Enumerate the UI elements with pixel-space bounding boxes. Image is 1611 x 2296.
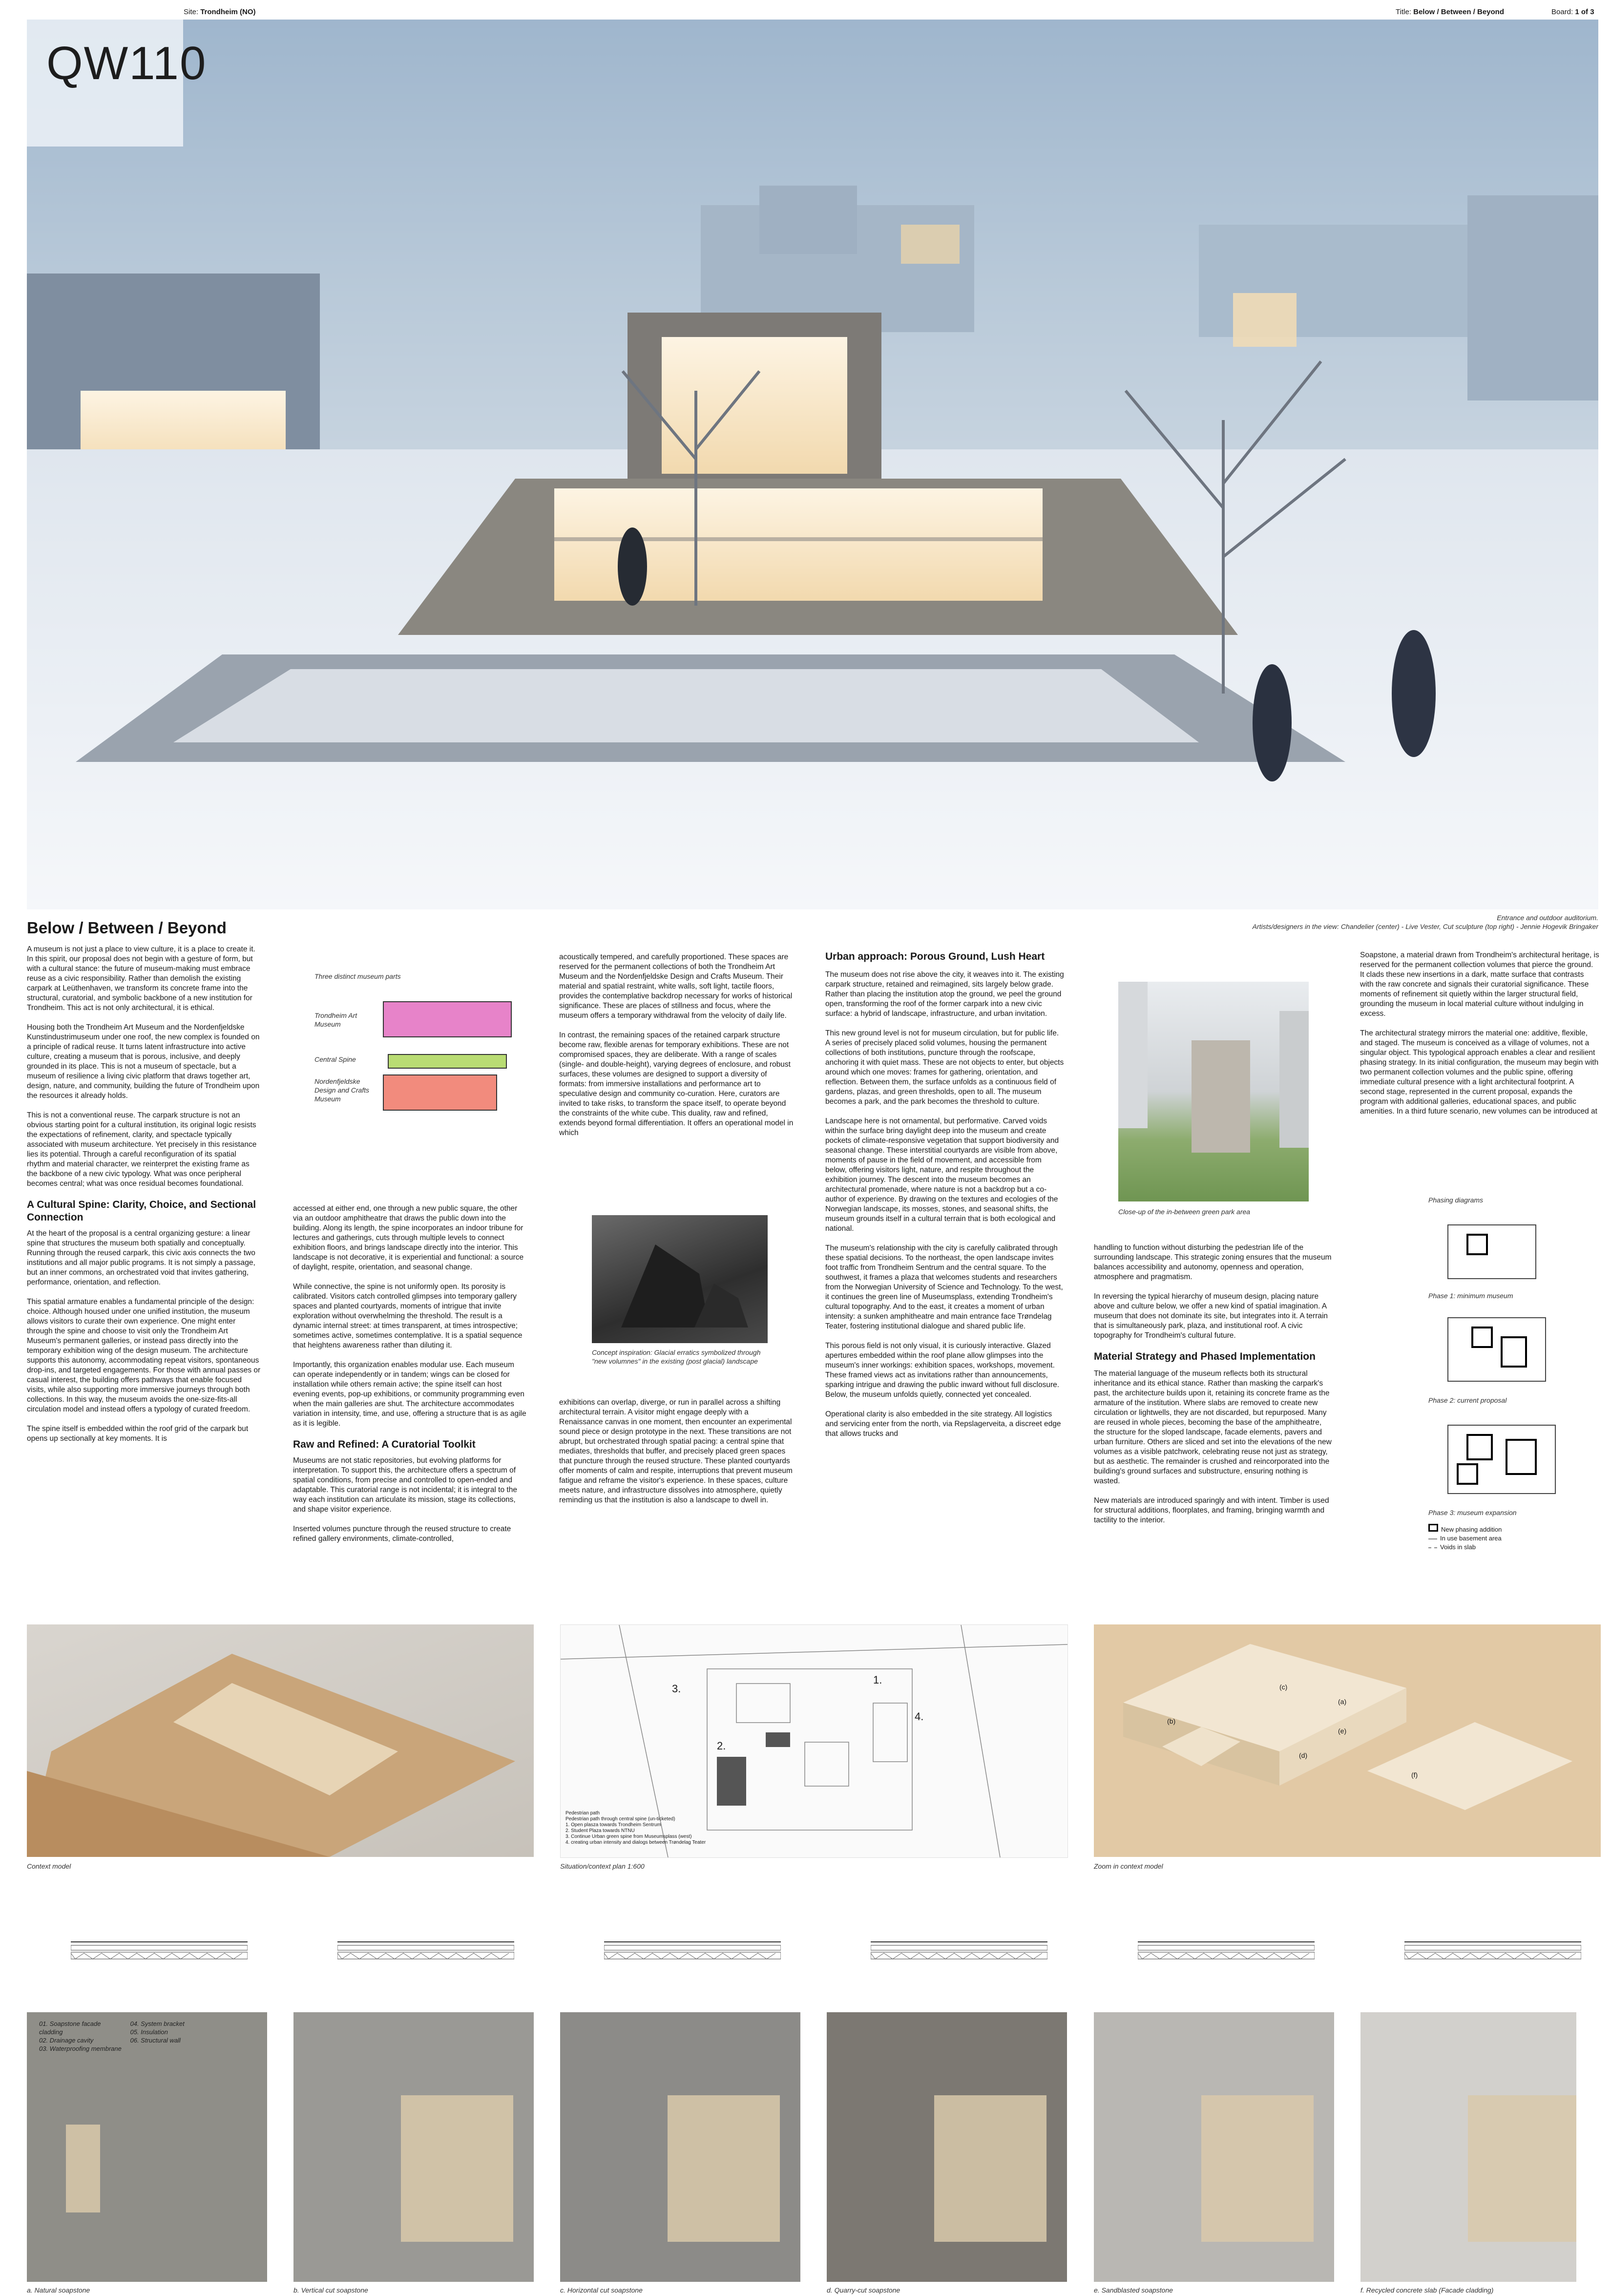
material-swatch (560, 2012, 800, 2282)
detail-legend (39, 2020, 215, 2053)
plan-legend-1: Pedestrian path (565, 1811, 600, 1816)
col1-p6: The spine itself is embedded within the roof grid of the carpark but opens up sectionally at key moments. It is (27, 1425, 249, 1443)
material-caption: a. Natural soapstone (27, 2286, 90, 2294)
detail-legend-item: 02. Drainage cavity (39, 2037, 94, 2044)
plan-number-1: 1. (873, 1674, 882, 1686)
col1-p2: Housing both the Trondheim Art Museum and the Nordenfjeldske Kunstindustrimuseum under one roof, the new complex is founded on a principle of radical reuse. It turns latent infrastructure into active culture, creating a museum that is porous, inclusive, and deeply grounded in its place. This is not a museum of spectacle, but a museum of resilience a living civic platform that draws together art, design, nature, and community, building the future of Trondheim upon the resources it already holds. (27, 1023, 260, 1100)
diagram-label-art-museum: Trondheim Art Museum (314, 1011, 357, 1028)
logo: QW110 (46, 37, 207, 89)
zoom-letter-f: (f) (1411, 1771, 1418, 1779)
detail-legend-item: 04. System bracket (130, 2020, 185, 2027)
glacial-erratics-photo (592, 1215, 768, 1343)
situation-plan-caption: Situation/context plan 1:600 (560, 1862, 645, 1870)
glacial-erratics-shape (592, 1215, 768, 1343)
legend-new-phasing: New phasing addition (1428, 1524, 1502, 1534)
plan-number-4: 4. (915, 1710, 924, 1723)
col2-p3: Importantly, this organization enables modular use. Each museum can operate independently or in tandem; wings can be closed for installation while others remain active; the spine itself can host evening events, pop-up exhibitions, or community programming even when the main galleries are shut. The architecture accommodates variation in intensity, time, and use, offering a structure that is as agile as it is legible. (293, 1361, 526, 1428)
wall-section-detail (1138, 1941, 1315, 1967)
green-park-caption: Close-up of the in-between green park area (1118, 1208, 1251, 1216)
material-caption: d. Quarry-cut soapstone (827, 2286, 900, 2294)
material-swatch (1360, 2012, 1576, 2282)
hero-caption-line2: Artists/designers in the view: Chandelier (center) - Live Vester, Cut sculpture (top right) - Jennie Hogevik Bringaker (1252, 923, 1598, 930)
col5-p2: In reversing the typical hierarchy of museum design, placing nature above and culture below, we offer a new kind of spatial imagination. A museum that does not dominate its site, but integrates into it. A terrain that is simultaneously park, plaza, and institutional roof. A civic topography for Trondheim's cultural future. (1094, 1292, 1328, 1340)
zoom-letter-d: (d) (1299, 1751, 1308, 1759)
diagram-label-spine: Central Spine (314, 1055, 356, 1063)
column-3b (559, 1398, 794, 1515)
col3-p2: In contrast, the remaining spaces of the retained carpark structure become raw, flexible arenas for temporary exhibitions. These are not compromised spaces, they are deliberate. With a range of scales (single- and double-height), varying degrees of enclosure, and robust surfaces, these volumes are designed to support a diversity of formats: from immersive installations and performance art to speculative design and community co-curation. Here, curators are invited to take risks, to transform the space itself, to operate beyond the constraints of the white cube. This duality, raw and refined, extends beyond formal differentiation. It offers an operational model in which (559, 1031, 794, 1137)
col4-p5: This porous field is not only visual, it is curiously interactive. Glazed apertures embedded within the roof plane allow glimpses into the museum's inner workings: exhibition spaces, workshops, movement. These framed views act as invitations rather than announcements, sparking intrigue and drawing the public inward without full disclosure. Below, the museum unfolds quietly, connected yet concealed. (825, 1342, 1060, 1399)
phase3-label: Phase 3: museum expansion (1428, 1509, 1517, 1517)
phasing-title: Phasing diagrams (1428, 1196, 1484, 1204)
column-1 (27, 918, 261, 1453)
zoom-letter-a: (a) (1338, 1698, 1347, 1706)
detail-legend-item: 06. Structural wall (130, 2037, 181, 2044)
material-opening (401, 2095, 513, 2242)
col1-p5: This spatial armature enables a fundamental principle of the design: choice. Although housed under one unified institution, the museum allows visitors to curate their own experience. One might enter through the spine and choose to visit only the Trondheim Art Museum's permanent galleries, or instead pass directly into the temporary exhibition wing of the design museum. The architecture supports this autonomy, accommodating repeat visitors, spontaneous drop-ins, and targeted engagements. For those with annual passes or casual interest, the building offers pathways that enable focused visits, while also supporting more immersive journeys through both collections. In this way, the museum avoids the one-size-fits-all circulation model and instead offers a typology of curated freedom. (27, 1298, 261, 1413)
wall-section-detail (337, 1941, 514, 1967)
phase3-diagram (1438, 1415, 1570, 1503)
col3-p3: exhibitions can overlap, diverge, or run in parallel across a shifting architectural terrain. A visitor might engage deeply with a Renaissance canvas in one moment, then encounter an experimental sound piece or design prototype in the next. These transitions are not abrupt, but orchestrated through spatial pacing: a central spine that mediates, thresholds that buffer, and precisely placed green spaces that puncture through the reused structure. These planted courtyards offer moments of calm and respite, interruptions that prevent museum fatigue and reframe the visitor's experience. In these spaces, culture meets nature, and infrastructure dissolves into atmosphere, quietly reminding us that the institution is also a landscape to dwell in. (559, 1398, 793, 1504)
diagram-label-design-museum: Nordenfjeldske Design and Crafts Museum (314, 1077, 370, 1103)
situation-plan (560, 1624, 1068, 1858)
col1-p1: A museum is not just a place to view culture, it is a place to create it. In this spirit, our proposal does not begin with a gesture of form, but with a cultural stance: the future of museum-making must embrace reuse as a civic responsibility. Rather than demolish the existing carpark at Leüthenhaven, we transform its concrete frame into the structural, curatorial, and symbolic backbone of a new institution for Trondheim. This act is not only architectural, it is ethical. (27, 945, 255, 1012)
col6-p1: Soapstone, a material drawn from Trondheim's architectural heritage, is reserved for the permanent collection volumes that pierce the ground. It clads these new insertions in a dark, matte surface that contrasts with the raw concrete and signals their curatorial significance. These moments of refinement sit quietly within the larger structural field, grounding the museum in local material culture without indulging in excess. (1360, 951, 1599, 1018)
detail-legend-item: 01. Soapstone facade cladding (39, 2020, 101, 2036)
material-opening (668, 2095, 780, 2242)
column-6 (1360, 950, 1599, 1126)
plan-legend-4: 2. Student Plaza towards NTNU (565, 1828, 635, 1833)
board-title: Below / Between / Beyond (27, 919, 227, 937)
hero-caption-line1: Entrance and outdoor auditorium. (1497, 914, 1598, 922)
art-museum-block (383, 1001, 512, 1037)
material-caption: c. Horizontal cut soapstone (560, 2286, 643, 2294)
plan-legend-2: Pedestrian path through central spine (un-ticketed) (565, 1816, 675, 1822)
hero-scene (27, 20, 1598, 909)
phase1-label: Phase 1: minimum museum (1428, 1292, 1513, 1300)
material-opening (1468, 2095, 1576, 2242)
museum-parts-diagram (314, 972, 524, 1103)
context-model-shape (27, 1624, 534, 1857)
phase1-diagram (1438, 1215, 1570, 1288)
material-opening (934, 2095, 1046, 2242)
col1-heading: A Cultural Spine: Clarity, Choice, and Sectional Connection (27, 1199, 256, 1223)
col4-p6: Operational clarity is also embedded in the site strategy. All logistics and servicing enter from the north, via Repslagerveita, a discreet edge that allows trucks and (825, 1410, 1061, 1438)
material-caption: e. Sandblasted soapstone (1094, 2286, 1173, 2294)
col5-heading: Material Strategy and Phased Implementation (1094, 1351, 1316, 1362)
diagram-title: Three distinct museum parts (314, 972, 401, 980)
glacial-erratics-caption: Concept inspiration: Glacial erratics symbolized through "new volumnes" in the existing (post glacial) landscape (592, 1348, 761, 1365)
column-2 (293, 1204, 527, 1554)
green-park-scene (1118, 982, 1309, 1201)
detail-legend-item: 03. Waterproofing membrane (39, 2045, 122, 2052)
material-opening (66, 2125, 100, 2212)
phase2-label: Phase 2: current proposal (1428, 1396, 1507, 1404)
col5-p3: The material language of the museum reflects both its structural inheritance and its ethical stance. Rather than masking the carpark's past, the architecture builds upon it, retaining its concrete frame as the armature of the institution. Where slabs are removed to create new circulation or lightwells, they are not discarded, but repurposed. Many are reused in whole pieces, becoming the base of the amphitheatre, the structure for the sloped landscape, facade elements, pavers and urban furniture. Others are sliced and set into the elevations of the new volumes as a visible patchwork, celebrating reuse not just as strategy, but as aesthetic. The remainder is crushed and reincorporated into the building's ground surfaces and substructure, ensuring nothing is wasted. (1094, 1369, 1332, 1485)
zoom-letter-b: (b) (1167, 1717, 1176, 1725)
plan-legend-3: 1. Open plasza towards Trondheim Sentrum (565, 1822, 661, 1828)
column-4 (825, 950, 1065, 1449)
design-museum-block (383, 1074, 497, 1111)
zoom-model-shape (1094, 1624, 1601, 1857)
col2-p5: Inserted volumes puncture through the reused structure to create refined gallery environments, climate-controlled, (293, 1525, 511, 1543)
detail-legend-item: 05. Insulation (130, 2028, 168, 2036)
wall-section-detail (1404, 1941, 1581, 1967)
zoom-model-caption: Zoom in context model (1094, 1862, 1163, 1870)
material-swatch (293, 2012, 534, 2282)
col4-p3: Landscape here is not ornamental, but performative. Carved voids within the surface bring daylight deep into the museum and create pockets of climate-responsive vegetation that support biodiversity and seasonal change. These interstitial courtyards are visible from above, moments of pause in the field of movement, and accessible from below, offering visitors light, nature, and respite throughout the exhibition journey. The descent into the museum becomes an architectural promenade, where nature is not a backdrop but a co-author of experience. By drawing on the textures and ecologies of the Norwegian landscape, its mosses, stones, and seasonal shifts, the museum grounds itself in a cultural terrain that is both ecological and national. (825, 1117, 1059, 1233)
col5-p4: New materials are introduced sparingly and with intent. Timber is used for structural additions, floorplates, and framing, bringing warmth and tactility to the interior. (1094, 1496, 1329, 1524)
wall-section-detail (71, 1941, 248, 1967)
hero-caption (1253, 913, 1598, 931)
material-caption: b. Vertical cut soapstone (293, 2286, 368, 2294)
col1-p4: At the heart of the proposal is a central organizing gesture: a linear spine that structures the museum both spatially and conceptually. Running through the reused carpark, this civic axis connects the two institutions and all major public programs. It is not simply a passage, but an inner commons, an orchestrated void that invites gathering, performance, orientation, and reflection. (27, 1229, 255, 1286)
plan-number-3: 3. (672, 1683, 681, 1695)
zoom-model-image (1094, 1624, 1601, 1857)
plan-legend-6: 4. creating urban intensity and dialogs between Trøndelag Teater (565, 1840, 706, 1845)
legend-voids: Voids in slab (1428, 1543, 1502, 1552)
board-label: Board: 1 of 3 (1551, 8, 1594, 16)
col2-heading: Raw and Refined: A Curatorial Toolkit (293, 1439, 476, 1450)
plan-number-2: 2. (717, 1740, 726, 1752)
wall-section-detail (604, 1941, 781, 1967)
col2-p1: accessed at either end, one through a new public square, the other via an outdoor amphitheatre that draws the public down into the building. Along its length, the spine incorporates an indoor tribune for lectures and gatherings, cuts through multiple levels to connect exhibition floors, and brings landscape directly into the interior. This landscape is not decorative, it is experiential and functional: a source of daylight, respite, orientation, and seasonal change. (293, 1204, 524, 1271)
context-model-caption: Context model (27, 1862, 71, 1870)
board-value: 1 of 3 (1575, 8, 1594, 16)
phase2-diagram (1438, 1308, 1570, 1391)
zoom-letter-c: (c) (1279, 1683, 1288, 1691)
site-value: Trondheim (NO) (200, 8, 256, 16)
zoom-letter-e: (e) (1338, 1727, 1347, 1735)
phasing-diagrams (1428, 1196, 1585, 1606)
legend-basement: In use basement area (1428, 1534, 1502, 1543)
col6-p2: The architectural strategy mirrors the material one: additive, flexible, and staged. The museum is conceived as a village of volumes, not a singular object. This typological approach enables a clear and resilient phasing strategy. In its initial configuration, the museum may begin with two permanent collection volumes and the public spine, offering immediate cultural presence with a light architectural footprint. A second stage, represented in the current proposal, expands the program with additional galleries, educational spaces, and public amenities. In a third future scenario, new volumes can be introduced at (1360, 1029, 1599, 1116)
green-park-photo (1118, 982, 1309, 1201)
col4-heading: Urban approach: Porous Ground, Lush Heart (825, 951, 1045, 962)
col5-p1: handling to function without disturbing the pedestrian life of the surrounding landscape. This strategic zoning ensures that the museum balances accessibility and autonomy, openness and operation, atmosphere and pragmatism. (1094, 1243, 1332, 1281)
column-5 (1094, 1243, 1333, 1535)
spine-block (388, 1054, 507, 1069)
context-model-image (27, 1624, 534, 1857)
col4-p4: The museum's relationship with the city is carefully calibrated through these spatial decisions. To the northeast, the open landscape invites foot traffic from Trondheim Sentrum and the central square. To the southwest, it frames a plaza that welcomes students and researchers from the Norwegian University of Science and Technology. To the west, it continues the green line of Museumsplass, extending Trondheim's cultural topography. And to the east, it creates a moment of urban intensity: a sunken amphitheatre and main entrance face Trøndelag Teater, fostering institutional dialogue and shared public life. (825, 1244, 1063, 1330)
title-label: Title: Below / Between / Beyond (1396, 8, 1504, 16)
column-3 (559, 952, 794, 1148)
col3-p1: acoustically tempered, and carefully proportioned. These spaces are reserved for the permanent collections of both the Trondheim Art Museum and the Nordenfjeldske Design and Crafts Museum. Their material and spatial restraint, white walls, soft light, tactile floors, provides the contemplative backdrop necessary for works of historical significance. These are places of stillness and focus, where the museum offers a temporary withdrawal from the velocity of daily life. (559, 953, 793, 1020)
hero-render (27, 20, 1598, 909)
plan-legend-5: 3. Continue Urban green spine from Museumsplass (west) (565, 1834, 692, 1839)
phasing-legend (1428, 1524, 1502, 1552)
col4-p1: The museum does not rise above the city, it weaves into it. The existing carpark structure, retained and reimagined, sits largely below grade. Rather than placing the institution atop the ground, we peel the ground open, transforming the roof of the former carpark into a new civic surface: a hybrid of landscape, infrastructure, and urban invitation. (825, 970, 1064, 1018)
plan-legend (565, 1811, 712, 1846)
material-swatch (827, 2012, 1067, 2282)
material-caption: f. Recycled concrete slab (Facade cladding) (1360, 2286, 1494, 2294)
col2-p2: While connective, the spine is not uniformly open. Its porosity is calibrated. Visitors catch controlled glimpses into temporary gallery spaces and planted courtyards, moments of intrigue that invite exploration without overwhelming the threshold. The result is a dynamic internal street: at times transparent, at times introspective; sometimes active, sometimes contemplative. It is a spatial sequence that heightens awareness rather than diluting it. (293, 1283, 523, 1349)
wall-section-detail (871, 1941, 1047, 1967)
col2-p4: Museums are not static repositories, but evolving platforms for interpretation. To support this, the architecture offers a spectrum of spatial conditions, from precise and controlled to open-ended and adaptable. This curatorial range is not incidental; it is integral to the way each institution can articulate its mission, stage its collections, and shape visitor experience. (293, 1456, 517, 1514)
col4-p2: This new ground level is not for museum circulation, but for public life. A series of precisely placed solid volumes, housing the permanent collections of both institutions, puncture through the roofscape, anchoring it with quiet mass. These are not objects to enter, but objects around which one moves: frames for gathering, orientation, and reflection. Between them, the surface unfolds as a continuous field of gardens, plazas, and green thresholds, open to all. The museum becomes a park, and the park becomes the threshold to culture. (825, 1029, 1064, 1106)
col1-p3: This is not a conventional reuse. The carpark structure is not an obvious starting point for a cultural institution, its original logic resists the expectations of refinement, clarity, and spectacle typically associated with museum architecture. Yet precisely in this resistance lies its potential. Through a careful reconfiguration of its spatial rhythm and material character, we reinterpret the existing frame as the backbone of a new civic typology. What was once peripheral becomes central; what was once residual becomes foundational. (27, 1111, 257, 1188)
material-swatch (1094, 2012, 1334, 2282)
material-opening (1201, 2095, 1314, 2242)
title-value: Below / Between / Beyond (1413, 8, 1504, 16)
site-label: Site: Trondheim (NO) (184, 8, 256, 16)
